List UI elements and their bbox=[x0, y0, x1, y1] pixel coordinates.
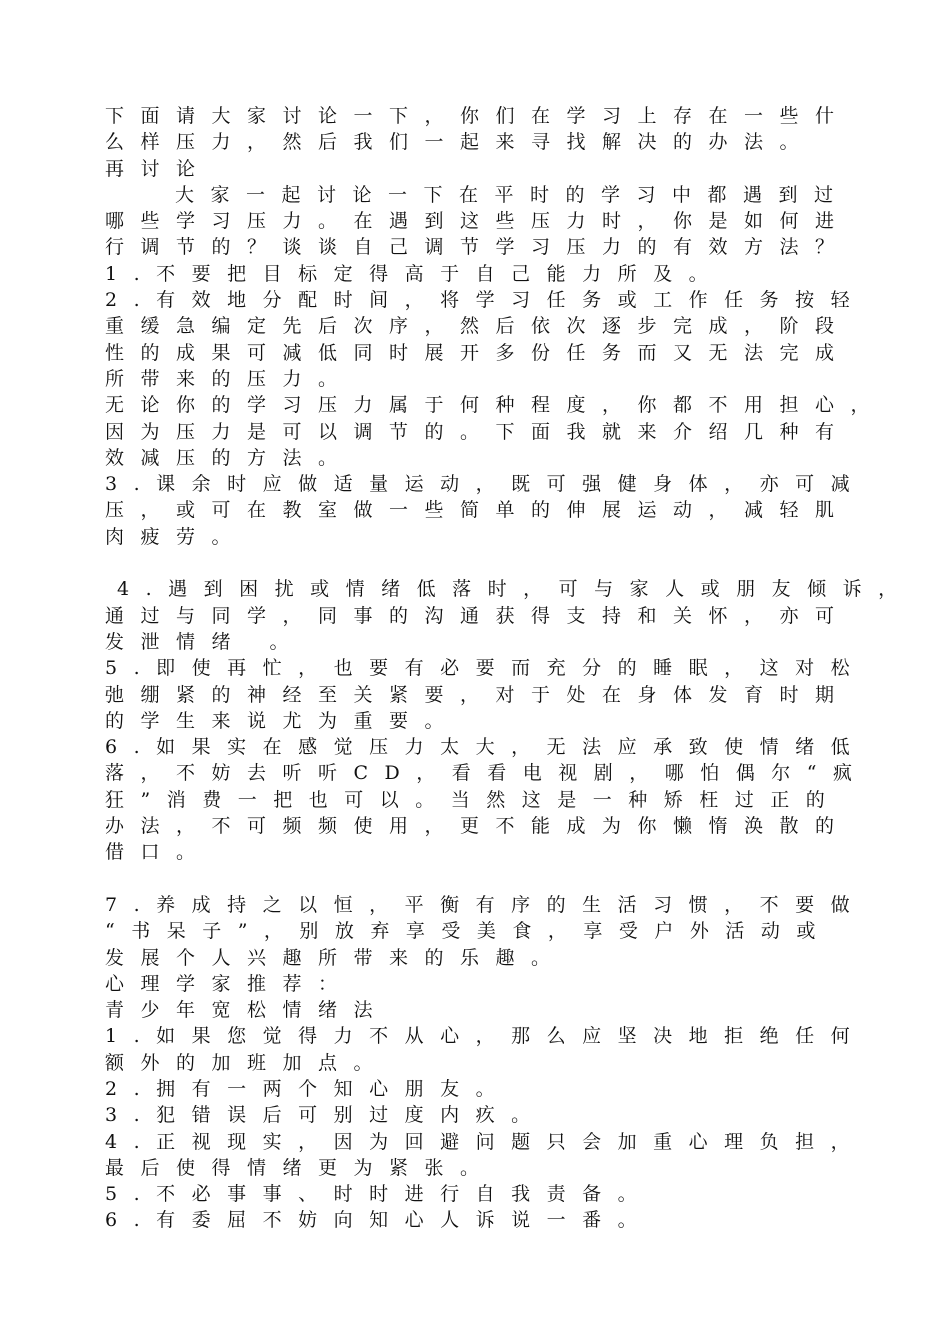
text-line: 最后使得情绪更为紧张。 bbox=[105, 1156, 496, 1179]
text-line: 大家一起讨论一下在平时的学习中都遇到过 bbox=[175, 183, 850, 206]
section-heading: 心理学家推荐： bbox=[105, 972, 354, 995]
text-line: 发展个人兴趣所带来的乐趣。 bbox=[105, 946, 567, 969]
text-line: 效减压的方法。 bbox=[105, 446, 354, 469]
list-item: 6.如果实在感觉压力太大，无法应承致使情绪低 bbox=[105, 736, 867, 759]
list-item: 7.养成持之以恒，平衡有序的生活习惯，不要做 bbox=[105, 893, 867, 916]
text-line: 重缓急编定先后次序，然后依次逐步完成，阶段 bbox=[105, 315, 851, 338]
section-heading: 青少年宽松情绪法 bbox=[105, 999, 390, 1022]
text-line: 因为压力是可以调节的。下面我就来介绍几种有 bbox=[105, 420, 851, 443]
blank-line bbox=[105, 866, 865, 892]
text-line: 下面请大家讨论一下，你们在学习上存在一些什 bbox=[105, 105, 851, 127]
list-item: 1.如果您觉得力不从心，那么应坚决地拒绝任何 bbox=[105, 1025, 867, 1048]
text-line: 性的成果可减低同时展开多份任务而又无法完成 bbox=[105, 341, 851, 364]
list-item: 2.拥有一两个知心朋友。 bbox=[105, 1077, 512, 1100]
text-line: 哪些学习压力。在遇到这些压力时，你是如何进 bbox=[105, 210, 851, 233]
text-line: 发泄情绪 。 bbox=[105, 630, 306, 653]
list-item: 3.犯错误后可别过度内疚。 bbox=[105, 1104, 547, 1127]
blank-line bbox=[105, 550, 865, 576]
text-line: 落，不妨去听听CD，看看电视剧，哪怕偶尔“疯 bbox=[105, 762, 869, 785]
text-line: 额外的加班加点。 bbox=[105, 1051, 390, 1074]
text-line: 的学生来说尤为重要。 bbox=[105, 709, 461, 732]
list-item: 1.不要把目标定得高于自己能力所及。 bbox=[105, 262, 725, 285]
text-line: 通过与同学，同事的沟通获得支持和关怀，亦可 bbox=[105, 604, 851, 627]
text-line: 么样压力，然后我们一起来寻找解决的办法。 bbox=[105, 131, 816, 154]
list-item: 4.遇到困扰或情绪低落时，可与家人或朋友倾诉， bbox=[117, 578, 914, 601]
text-line: 借口。 bbox=[105, 841, 212, 864]
text-line: 所带来的压力。 bbox=[105, 367, 354, 390]
list-item: 3.课余时应做适量运动，既可强健身体，亦可减 bbox=[105, 473, 867, 496]
list-item: 5.即使再忙，也要有必要而充分的睡眠，这对松 bbox=[105, 657, 867, 680]
text-line: 办法，不可频频使用，更不能成为你懒惰涣散的 bbox=[105, 815, 851, 838]
text-line: 压，或可在教室做一些简单的伸展运动，减轻肌 bbox=[105, 499, 851, 522]
text-line: “书呆子”，别放弃享受美食，享受户外活动或 bbox=[105, 920, 832, 943]
text-line: 弛绷紧的神经至关紧要，对于处在身体发育时期 bbox=[105, 683, 851, 706]
document-body bbox=[105, 103, 914, 1234]
text-line: 肉疲劳。 bbox=[105, 525, 248, 548]
text-line: 狂”消费一把也可以。当然这是一种矫枉过正的 bbox=[105, 788, 842, 811]
list-item: 4.正视现实，因为回避问题只会加重心理负担， bbox=[105, 1130, 867, 1153]
text-line: 无论你的学习压力属于何种程度，你都不用担心， bbox=[105, 394, 887, 417]
list-item: 6.有委屈不妨向知心人诉说一番。 bbox=[105, 1209, 654, 1232]
text-line: 行调节的？谈谈自己调节学习压力的有效方法？ bbox=[105, 236, 851, 259]
section-heading: 再讨论 bbox=[105, 157, 212, 180]
list-item: 5.不必事事、时时进行自我责备。 bbox=[105, 1183, 654, 1206]
list-item: 2.有效地分配时间，将学习任务或工作任务按轻 bbox=[105, 289, 867, 312]
